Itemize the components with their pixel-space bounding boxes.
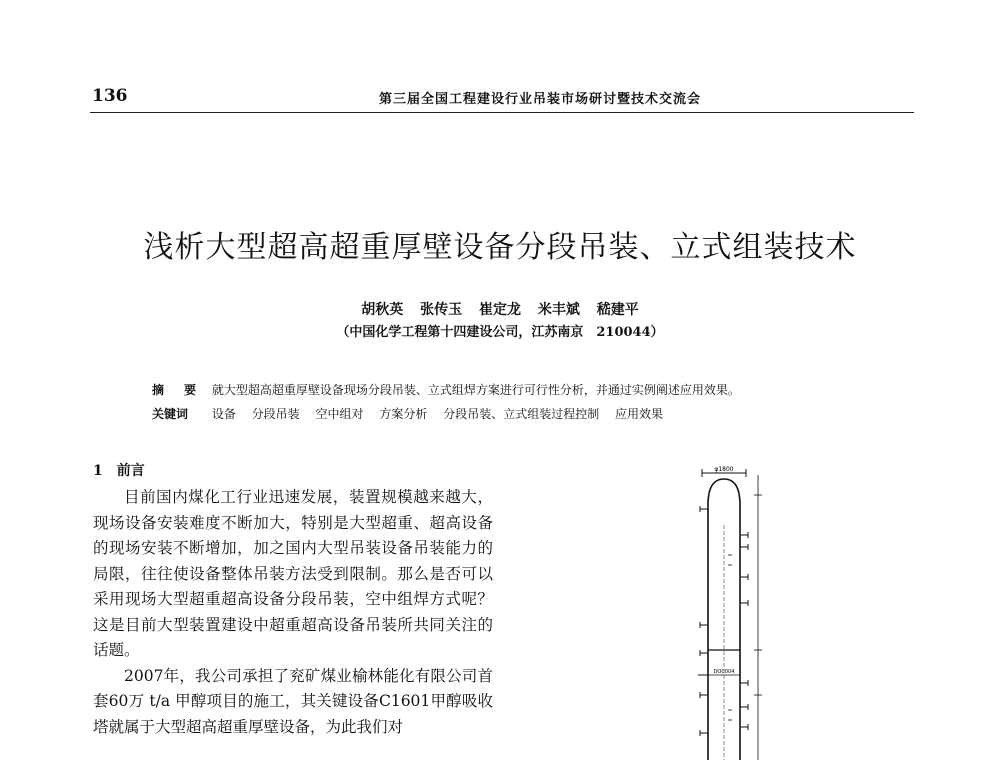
keywords-label: 关键词 [152,407,189,421]
abstract-text: 就大型超高超重厚壁设备现场分段吊装、立式组焊方案进行可行性分析，并通过实例阐述应用效果。 [211,383,740,397]
page-number: 136 [92,86,128,106]
keyword: 分段吊装、立式组装过程控制 [443,407,600,421]
author-list [0,299,1000,319]
section-body [93,485,493,740]
affiliation: （中国化学工程第十四建设公司，江苏南京 210044） [336,325,664,340]
keyword: 设备 [211,407,236,421]
keyword: 应用效果 [615,407,664,421]
keywords [152,405,675,422]
segment-label: DOC004 [713,669,735,675]
author-name: 崔定龙 [479,302,521,318]
keyword: 分段吊装 [251,407,300,421]
section-heading: 1 前言 [93,463,145,479]
author-name: 张传玉 [420,302,463,318]
paragraph: 2007年，我公司承担了兖矿煤业榆林能化有限公司首套60万 t/a 甲醇项目的施工，其关键设备C1601甲醇吸收塔就属于大型超高超重厚壁设备，为此我们对 [93,666,493,736]
paragraph: 目前国内煤化工行业迅速发展，装置规模越来越大，现场设备安装难度不断加大，特别是大型超重、超高设备的现场安装不断增加，加之国内大型吊装设备吊装能力的局限，往往使设备整体吊装方法受到限制。那么是否可以采用现场大型超重超高设备分段吊装，空中组焊方式呢？这是目前大型装置建设中超重超高设备吊装所共同关注的话题。 [93,488,493,659]
header-rule [90,112,914,113]
top-dimension-label: φ1800 [714,466,734,473]
author-name: 胡秋英 [361,302,404,318]
keyword: 空中组对 [315,407,364,421]
tower-drawing [684,465,784,760]
author-name: 嵇建平 [596,302,639,318]
author-name: 米丰斌 [537,302,580,318]
tower-drawing-svg [684,465,784,760]
abstract [152,381,740,398]
abstract-label: 摘 要 [152,383,201,397]
article-title: 浅析大型超高超重厚壁设备分段吊装、立式组装技术 [143,230,857,265]
keyword: 方案分析 [379,407,428,421]
running-header: 第三届全国工程建设行业吊装市场研讨暨技术交流会 [378,92,701,107]
